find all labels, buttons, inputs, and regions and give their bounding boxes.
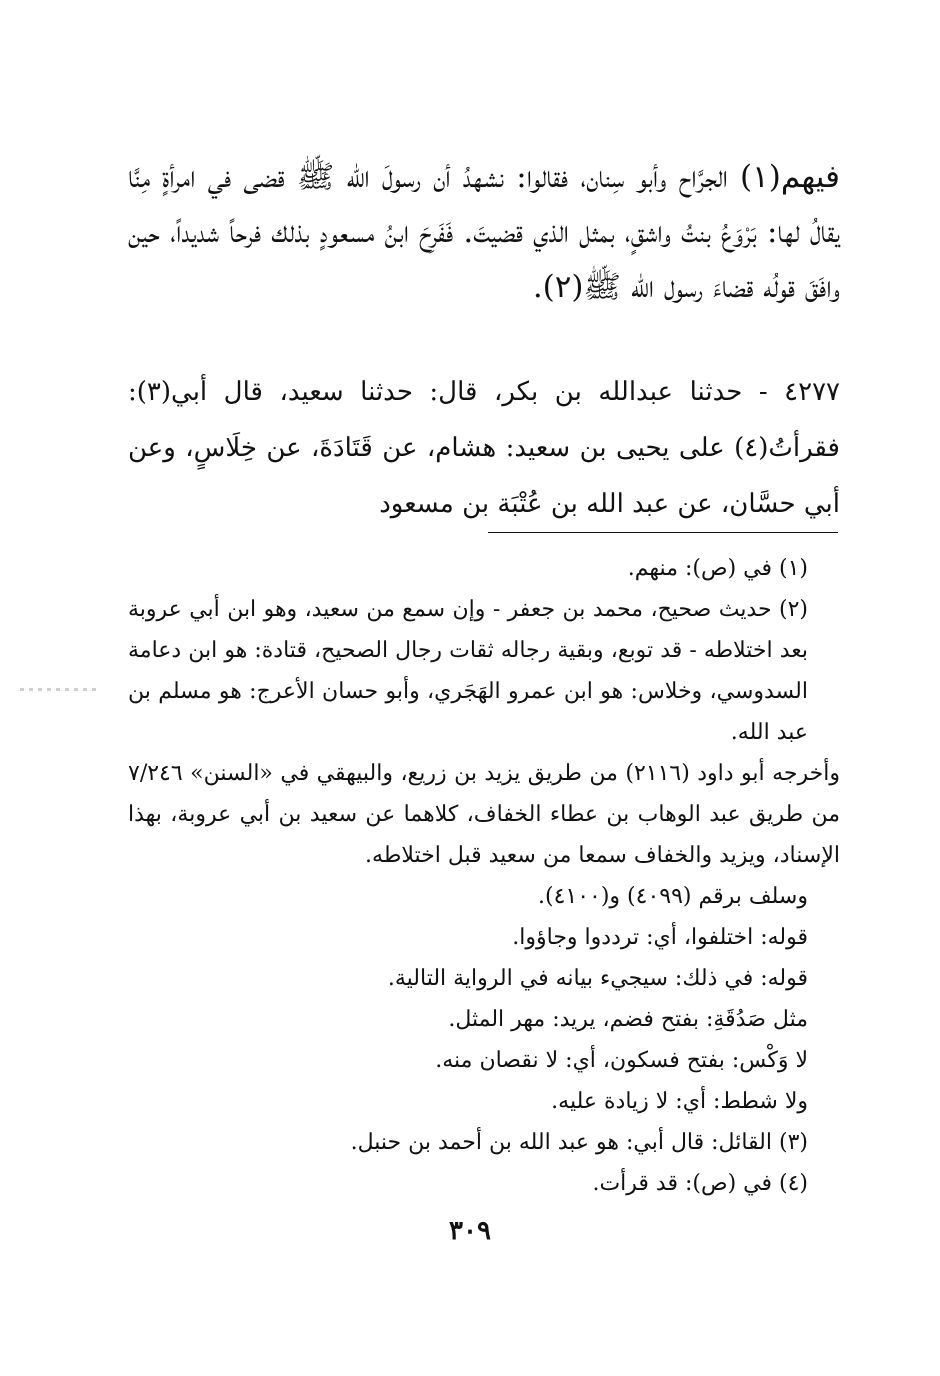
scan-artifact	[20, 688, 100, 691]
footnotes	[128, 548, 840, 1204]
main-text-block	[128, 150, 840, 315]
footnote-2-cont-5: مثل صَدُقَةِ: بفتح فضم، يريد: مهر المثل.	[448, 1007, 808, 1032]
footnote-3: (٣) القائل: قال أبي: هو عبد الله بن أحمد بن حنبل.	[350, 1130, 808, 1155]
footnote-2-cont-4: قوله: في ذلك: سيجيء بيانه في الرواية التالية.	[387, 966, 808, 991]
hadith-text: ٤٢٧٧ - حدثنا عبدالله بن بكر، قال: حدثنا سعيد، قال أبي(٣): فقرأتُ(٤) على يحيى بن سعيد: هشام، عن قَتَادَةَ، عن خِلَاسٍ، وعن أبي حسَّان، عن عبد الله بن عُتْبَة بن مسعود	[128, 377, 840, 519]
footnote-2-cont-7: ولا شطط: أي: لا زيادة عليه.	[551, 1089, 808, 1114]
footnote-2-cont-3: قوله: اختلفوا، أي: ترددوا وجاؤوا.	[512, 925, 808, 950]
main-paragraph: فيهم(١) الجرَّاح وأبو سِنان، فقالوا: نشهدُ أن رسولَ الله ﷺ قضى في امرأةٍ مِنَّا يقالُ لها: بَرْوَعُ بنتُ واشقٍ، بمثل الذي قضيتَ. فَفَرِحَ ابنُ مسعودٍ بذلك فرحاً شديداً، حين وافَقَ قولُه قضاءَ رسول الله ﷺ(٢).	[128, 159, 840, 305]
footnote-4: (٤) في (ص): قد قرأت.	[592, 1171, 808, 1196]
footnote-1: (١) في (ص): منهم.	[627, 556, 808, 581]
page-number: ٣٠٩	[449, 1216, 491, 1246]
footnote-2-cont-6: لا وَكْس: بفتح فسكون، أي: لا نقصان منه.	[435, 1048, 808, 1073]
footnote-2-cont-1: وأخرجه أبو داود (٢١١٦) من طريق يزيد بن زريع، والبيهقي في «السنن» ٧/٢٤٦ من طريق عبد الوهاب بن عطاء الخفاف، كلاهما عن سعيد بن أبي عروبة، بهذا الإسناد، ويزيد والخفاف سمعا من سعيد قبل اختلاطه.	[128, 761, 840, 868]
footnote-2-cont-2: وسلف برقم (٤٠٩٩) و(٤١٠٠).	[537, 884, 808, 909]
hadith-block	[128, 364, 840, 532]
footnote-separator	[488, 532, 838, 533]
footnote-2: (٢) حديث صحيح، محمد بن جعفر - وإن سمع من سعيد، وهو ابن أبي عروبة بعد اختلاطه - قد توبع، وبقية رجاله ثقات رجال الصحيح، قتادة: هو ابن دعامة السدوسي، وخلاس: هو ابن عمرو الهَجَري، وأبو حسان الأعرج: هو مسلم بن عبد الله.	[128, 597, 808, 745]
